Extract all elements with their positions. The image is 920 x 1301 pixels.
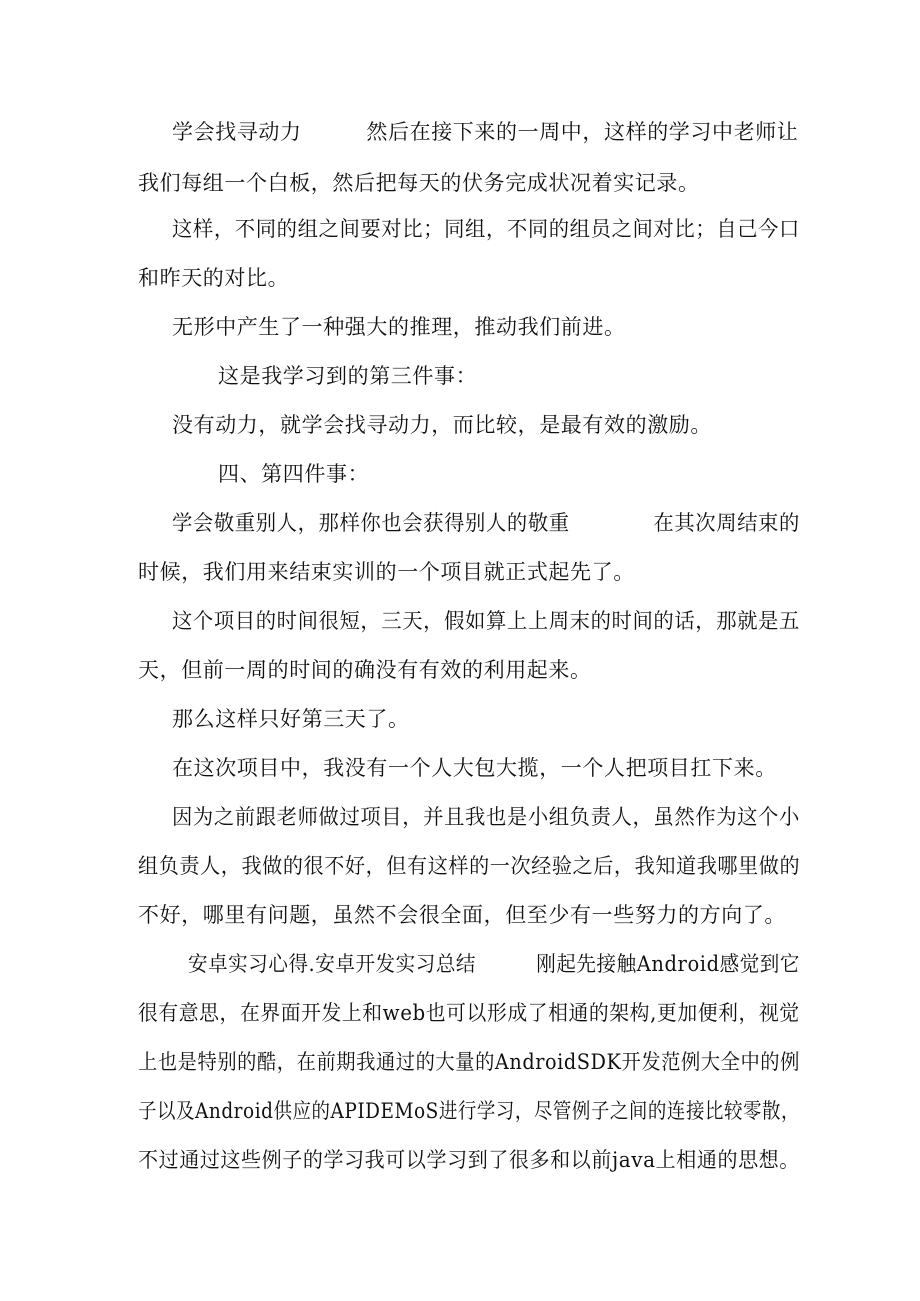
paragraph-line: 和昨天的对比。 [138, 266, 290, 290]
paragraph-line: 在这次项目中，我没有一个人大包大揽，一个人把项目扛下来。 [172, 756, 777, 780]
paragraph-line: 那么这样只好第三天了。 [172, 707, 410, 731]
paragraph-line: 这样，不同的组之间要对比；同组，不同的组员之间对比；自己今口 [172, 217, 800, 241]
paragraph-line: 组负责人，我做的很不好，但有这样的一次经验之后，我知道我哪里做的 [138, 854, 801, 878]
paragraph-line: 没有动力，就学会找寻动力，而比较，是最有效的激励。 [172, 413, 712, 437]
paragraph-line: 这个项目的时间很短，三天，假如算上上周末的时间的话，那就是五 [172, 609, 800, 633]
paragraph-line: 子以及Android供应的APIDEMoS进行学习，尽管例子之间的连接比较零散， [138, 1099, 800, 1123]
paragraph-line: 学会敬重别人，那样你也会获得别人的敬重 在其次周结束的 [172, 511, 800, 535]
paragraph-line: 这是我学习到的第三件事： [218, 364, 478, 388]
paragraph-line: 不过通过这些例子的学习我可以学习到了很多和以前java上相通的思想。 [138, 1148, 800, 1172]
paragraph-line: 我们每组一个白板，然后把每天的伏务完成状况着实记录。 [138, 171, 700, 195]
paragraph-line: 不好，哪里有问题，虽然不会很全面，但至少有一些努力的方向了。 [138, 903, 786, 927]
paragraph-line: 无形中产生了一种强大的推理，推动我们前进。 [172, 315, 626, 339]
paragraph-line: 很有意思，在界面开发上和web也可以形成了相通的架构,更加便利，视觉 [138, 1001, 800, 1025]
section-heading: 四、第四件事： [218, 462, 370, 486]
paragraph-line: 安卓实习心得.安卓开发实习总结 刚起先接触Android感觉到它 [188, 952, 800, 976]
paragraph-line: 上也是特别的酷，在前期我通过的大量的AndroidSDK开发范例大全中的例 [138, 1050, 800, 1074]
paragraph-line: 因为之前跟老师做过项目，并且我也是小组负责人，虽然作为这个小 [172, 805, 800, 829]
paragraph-line: 时候，我们用来结束实训的一个项目就正式起先了。 [138, 560, 635, 584]
paragraph-line: 学会找寻动力 然后在接下来的一周中，这样的学习中老师让 [172, 120, 799, 144]
paragraph-line: 天，但前一周的时间的确没有有效的利用起来。 [138, 658, 592, 682]
